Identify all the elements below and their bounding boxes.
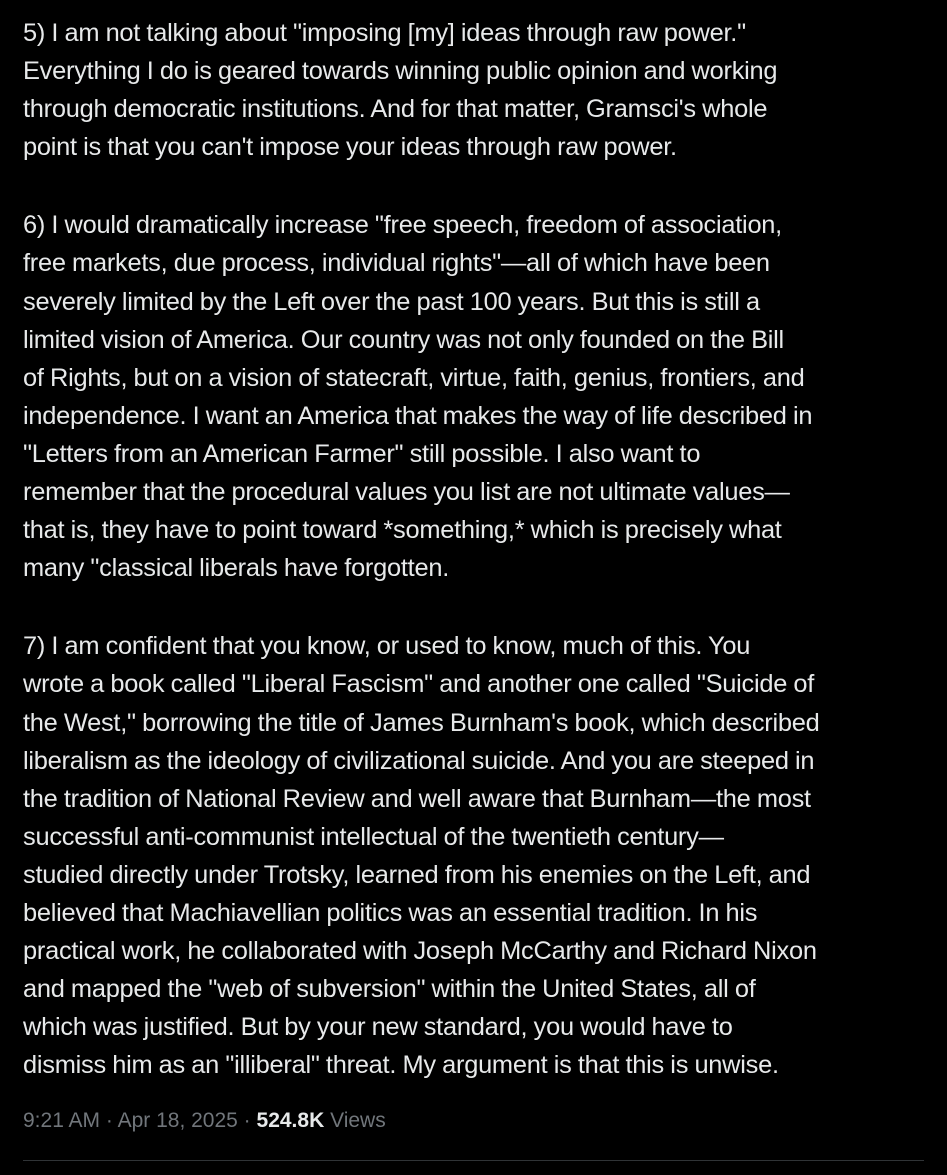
tweet-paragraph-7: 7) I am confident that you know, or used to know, much of this. You wrote a book called "Liberal Fascism" and another one called "Suicide of the West," borrowing the title of James Burnham's book, which described liberalism as the ideology of civilizational suicide. And you are steeped in the tradition of National Review and well aware that Burnham—the most successful anti-communist intellectual of the twentieth century— studied directly under Trotsky, learned from his enemies on the Left, and believed that Machiavellian politics was an essential tradition. In his practical work, he collaborated with Joseph McCarthy and Richard Nixon and mapped the "web of subversion" within the United States, all of which was justified. But by your new standard, you would have to dismiss him as an "illiberal" threat. My argument is that this is unwise. [23,632,820,1080]
meta-separator: · [100,1109,118,1132]
views-count: 524.8K [256,1109,325,1132]
tweet-metadata [23,1106,386,1136]
divider [23,1160,924,1161]
tweet-paragraph-6: 6) I would dramatically increase "free speech, freedom of association, free markets, due process, individual rights"—all of which have been severely limited by the Left over the past 100 years. But this is still a limited vision of America. Our country was not only founded on the Bill of Rights, but on a vision of statecraft, virtue, faith, genius, frontiers, and independence. I want an America that makes the way of life described in "Letters from an American Farmer" still possible. I also want to remember that the procedural values you list are not ultimate values— that is, they have to point toward *something,* which is precisely what many "classical liberals have forgotten. [23,211,813,583]
meta-separator: · [237,1109,257,1132]
tweet-text [23,14,928,1124]
tweet-date: Apr 18, 2025 [117,1109,238,1132]
views-label: Views [330,1109,386,1132]
tweet-time: 9:21 AM [23,1109,101,1132]
tweet-paragraph-5: 5) I am not talking about "imposing [my] ideas through raw power." Everything I do is geared towards winning public opinion and working through democratic institutions. And for that matter, Gramsci's whole point is that you can't impose your ideas through raw power. [23,19,778,162]
tweet-timestamp[interactable] [23,1109,238,1132]
